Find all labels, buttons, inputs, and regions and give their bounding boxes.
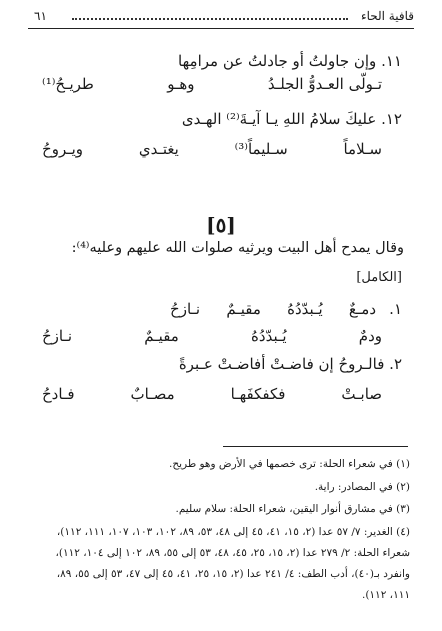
word: وهـو	[167, 75, 195, 93]
verse-number: ١١.	[381, 52, 402, 70]
word: يُـبدّدُهُ	[287, 300, 323, 318]
poem-line-1b	[42, 327, 382, 345]
word: نـازحُ	[170, 300, 201, 318]
footnote-separator	[223, 446, 408, 447]
word: يغتـدي	[138, 140, 179, 158]
running-title: قافية الحاء	[360, 9, 414, 23]
word: طريـحُ⁽¹⁾	[42, 75, 94, 93]
verse-number: ١.	[389, 300, 402, 318]
footnote-4-line-4: ١١١، ١١٢).	[361, 589, 410, 601]
verse-number: ٢.	[389, 355, 402, 373]
word: فكفكفَهـا	[230, 385, 286, 403]
word: سـلاماً	[343, 140, 382, 158]
verse-12-hemistich-1	[182, 110, 402, 128]
verse-12-hemistich-2	[42, 140, 382, 158]
word: ويـروحُ	[42, 140, 84, 158]
word: فـادحُ	[42, 385, 75, 403]
footnote-4-line-3: وانفرد بـ(٤٠)، أدب الطف: ٤/ ٢٤١ عدا (٢، ١٥، ٢٥، ٤١، ٤٥ إلى ٤٧، ٥٣ إلى ٥٥، ٨٩،	[56, 568, 410, 580]
footnote-2: (٢) في المصادر: راية.	[314, 481, 410, 493]
verse-text: فالـروحُ إن فاضـتْ أفاضـتْ عـبرةً	[178, 355, 385, 373]
section-intro: وقال يمدح أهل البيت ويرثيه صلوات الله عليهم وعليه⁽⁴⁾:	[71, 240, 404, 256]
footnote-4-line-1: (٤) الغدير: ٧/ ٥٧ عدا (٢، ١٥، ٤١، ٤٥ إلى ٤٨، ٥٣، ٨٩، ١٠٢، ١٠٣، ١٠٧، ١١١، ١١٢)،	[56, 526, 410, 538]
verse-number: ١٢.	[381, 110, 402, 128]
verse-text: عليكَ سلامُ اللهِ يـا آيـةَ⁽²⁾ الهـدى	[181, 110, 377, 128]
word: تـولّى العـدوُّ الجلـدُ	[267, 75, 382, 93]
word: سـليماً⁽³⁾	[234, 140, 288, 158]
header-dotted-leader	[72, 18, 348, 20]
page-number: ٦١	[34, 9, 47, 23]
footnote-3: (٣) في مشارق أنوار اليقين، شعراء الحلة: سلام سليم.	[175, 503, 410, 515]
section-number: [٥]	[206, 213, 236, 237]
word: مقيـمٌ	[144, 327, 179, 345]
verse-11-hemistich-2	[42, 75, 382, 93]
word: ودمٌ	[358, 327, 382, 345]
word: مصـابٌ	[130, 385, 175, 403]
verse-11-hemistich-1	[178, 52, 402, 70]
page-header	[28, 6, 414, 29]
word: نـازحُ	[42, 327, 73, 345]
footnote-4-line-2: شعراء الحلة: ٢/ ٢٧٩ عدا (٢، ١٥، ٢٥، ٤٥، ٤٨، ٥٣ إلى ٥٥، ٨٩، ١٠٢ إلى ١٠٤، ١١٢)،	[55, 547, 410, 559]
poem-line-1a-words	[170, 300, 376, 318]
word: يُـبدّدُهُ	[251, 327, 287, 345]
word: مقيـمٌ	[226, 300, 261, 318]
word: صابـتْ	[341, 385, 382, 403]
footnote-1: (١) في شعراء الحلة: ترى خصمها في الأرض وهو طريح.	[168, 458, 410, 470]
word: دمـعٌ	[348, 300, 376, 318]
poem-line-2a	[179, 355, 402, 373]
poem-line-1a	[389, 300, 402, 318]
poem-line-2b	[42, 385, 382, 403]
verse-text: وإن جاولتُ أو جادلتُ عن مرامِها	[178, 52, 377, 70]
meter-label: [الكامل]	[356, 270, 402, 285]
